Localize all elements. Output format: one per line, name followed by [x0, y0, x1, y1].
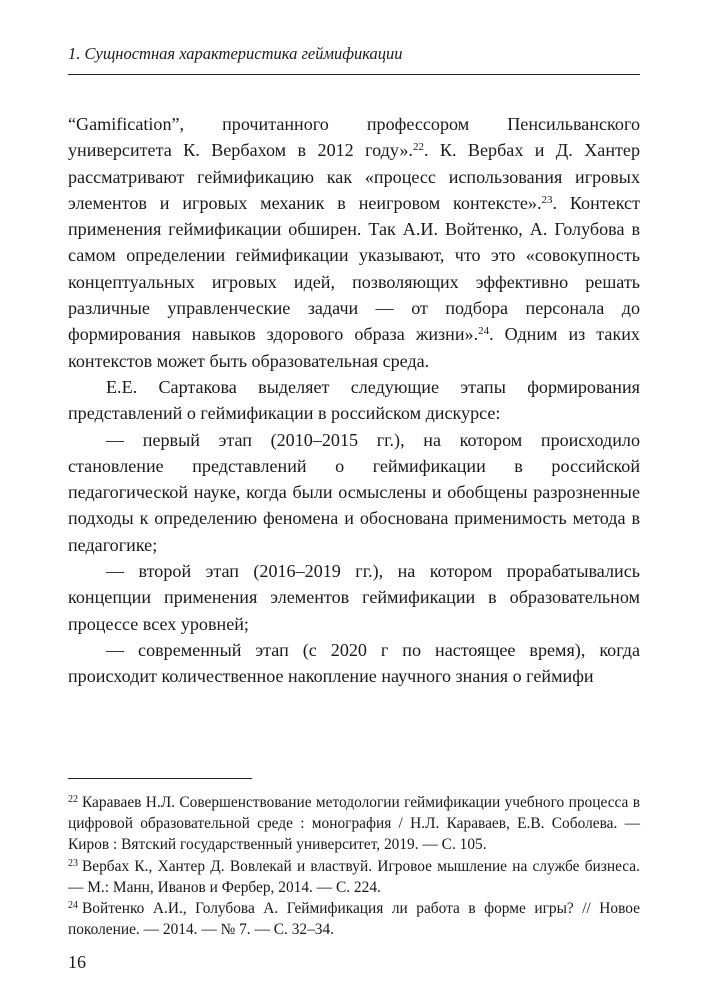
footnote-divider: [68, 778, 252, 779]
footnote-23: [68, 856, 640, 898]
footnote-text: Войтенко А.И., Голубова А. Геймификация ли работа в форме игры? // Новое поколение. — 2014. — № 7. — С. 32–34.: [68, 900, 640, 939]
header-divider: [68, 74, 640, 75]
main-text: [68, 111, 640, 690]
paragraph-stages-intro: Е.Е. Сартакова выделяет следующие этапы формирования представлений о геймификации в российском дискурсе:: [68, 376, 640, 424]
running-header: 1. Сущностная характеристика геймификации: [68, 44, 403, 63]
page-number: 16: [68, 952, 86, 972]
footnote-24: [68, 898, 640, 940]
paragraph-continuation: [68, 111, 640, 374]
footnote-text: Вербах К., Хантер Д. Вовлекай и властвуй. Игровое мышление на службе бизнеса. — М.: Манн, Иванов и Фербер, 2014. — С. 224.: [68, 857, 640, 896]
list-item-stage-1: — первый этап (2010–2015 гг.), на котором происходило становление представлений о геймификации в российской педагогической науке, когда были осмыслены и обобщены разрозненные подходы к определению феномена и обоснована применимость метода в педагогике;: [68, 429, 640, 555]
footnotes: [68, 792, 640, 940]
footnote-ref-24: 24: [478, 325, 490, 338]
list-item-stage-3: — современный этап (с 2020 г по настоящее время), когда происходит количественное накопление научного знания о геймифи: [68, 639, 640, 687]
list-item-stage-2: — второй этап (2016–2019 гг.), на котором прорабатывались концепции применения элементов геймификации в образовательном процессе всех уровней;: [68, 561, 640, 634]
paragraph-text: . Одним из таких контекстов может быть образовательная среда.: [68, 324, 640, 371]
footnote-ref-22: 22: [412, 141, 424, 154]
footnote-mark: 22: [68, 794, 78, 805]
footnote-mark: 24: [68, 900, 78, 912]
paragraph-text: “Gamification”, прочитанного профессором Пенсильванского университета К. Вербахом в 2012 году».: [68, 114, 640, 161]
paragraph-text: . К. Вербах и Д. Хантер рассматривают геймификацию как «процесс использования игровых элементов и игровых механик в неигровом контексте».: [68, 140, 640, 213]
footnote-text: Караваев Н.Л. Совершенствование методологии геймификации учебного процесса в цифровой образовательной среде : монография / Н.Л. Караваев, Е.В. Соболева. — Киров : Вятский государственный университет, 2019. — С. 105.: [68, 794, 640, 854]
footnote-22: [68, 792, 640, 856]
paragraph-text: . Контекст применения геймификации обширен. Так А.И. Войтенко, А. Голубова в самом определении геймификации указывают, что это «совокупность концептуальных игровых идей, позволяющих эффективно решать различные управленческие задачи — от подбора персонала до формирования навыков здорового образа жизни».: [68, 192, 640, 345]
footnote-mark: 23: [68, 857, 78, 869]
footnote-ref-23: 23: [541, 193, 553, 206]
